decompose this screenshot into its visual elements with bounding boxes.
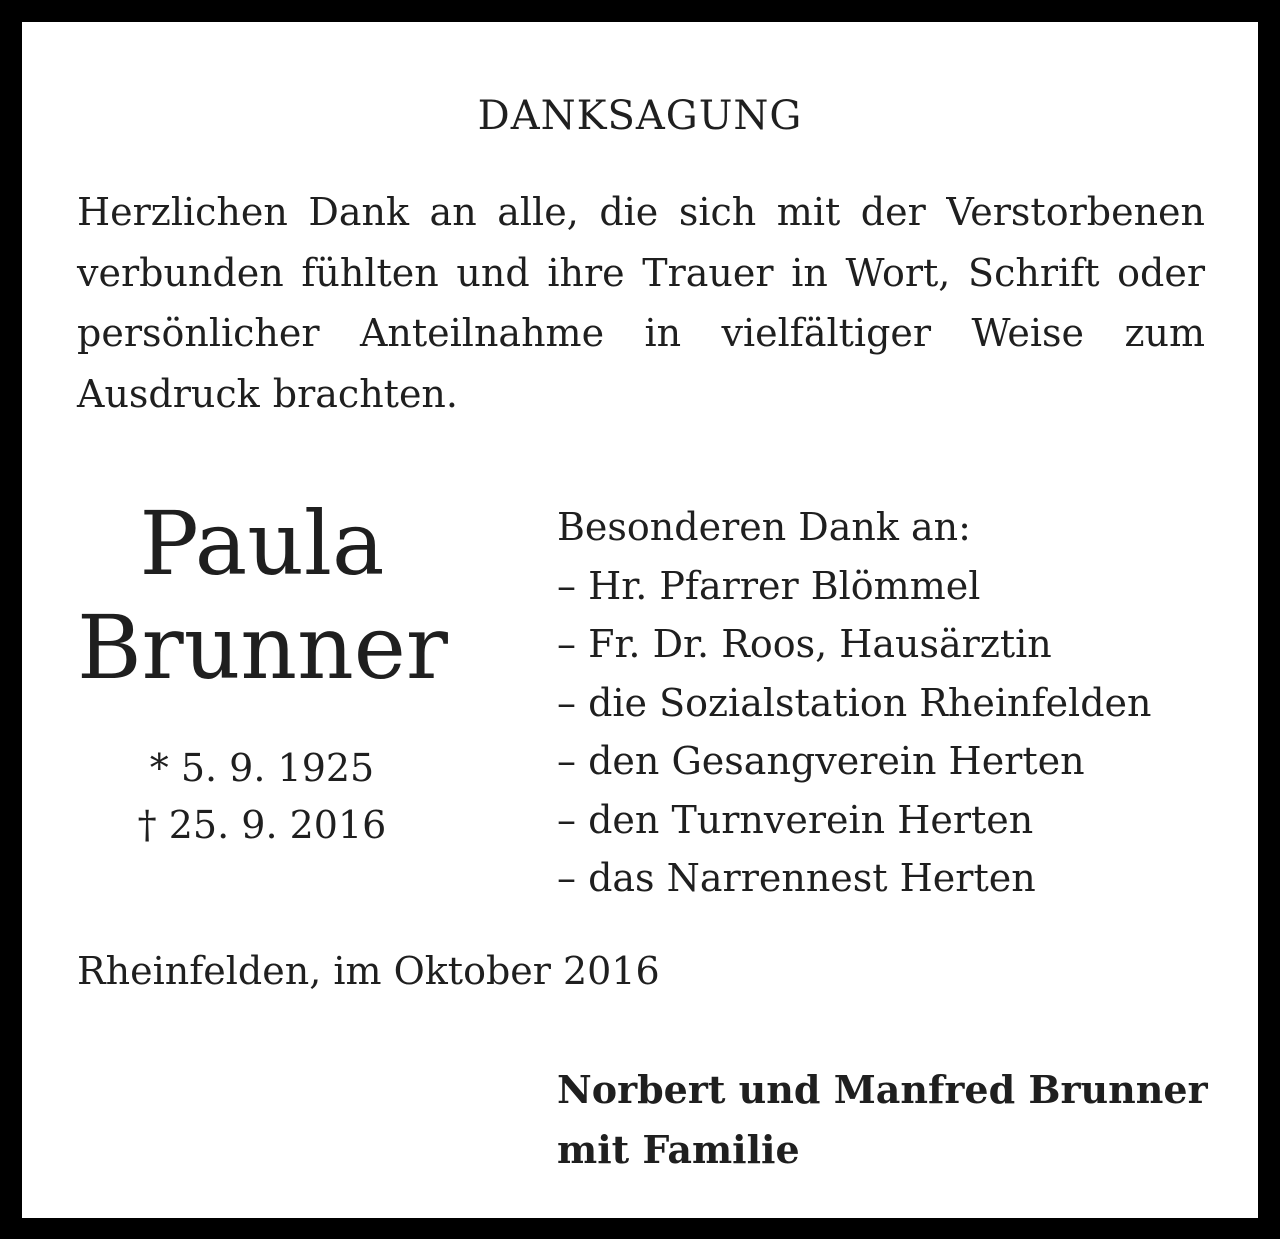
special-thanks-title: Besonderen Dank an: bbox=[557, 505, 971, 549]
signature-names: Norbert und Manfred Brunner bbox=[557, 1067, 1208, 1112]
list-item: – den Gesangverein Herten bbox=[557, 739, 1085, 783]
signature-family: mit Familie bbox=[557, 1127, 800, 1172]
heading: DANKSAGUNG bbox=[477, 93, 803, 139]
list-item: – die Sozialstation Rheinfelden bbox=[557, 680, 1152, 725]
list-item: – Fr. Dr. Roos, Hausärztin bbox=[557, 622, 1052, 666]
thanks-list bbox=[557, 557, 1237, 908]
signature bbox=[557, 1060, 1208, 1180]
obituary-card bbox=[22, 22, 1258, 1218]
list-item: – das Narrennest Herten bbox=[557, 856, 1036, 900]
deceased-name bbox=[77, 492, 447, 700]
intro-text: Herzlichen Dank an alle, die sich mit der Verstorbenen verbunden fühlten und ihre Trauer in Wort, Schrift oder persönlicher Anteilnahme in vielfältiger Weise zum Ausdruck brachten. bbox=[77, 190, 1205, 416]
life-dates bbox=[77, 740, 447, 854]
place-date: Rheinfelden, im Oktober 2016 bbox=[77, 949, 660, 993]
list-item: – den Turnverein Herten bbox=[557, 797, 1034, 842]
birth-date: * 5. 9. 1925 bbox=[149, 746, 375, 790]
list-item: – Hr. Pfarrer Blömmel bbox=[557, 563, 981, 608]
deceased-last-name: Brunner bbox=[77, 596, 448, 699]
deceased-first-name: Paula bbox=[139, 492, 385, 595]
special-thanks bbox=[557, 498, 1237, 908]
death-date: † 25. 9. 2016 bbox=[137, 803, 387, 847]
